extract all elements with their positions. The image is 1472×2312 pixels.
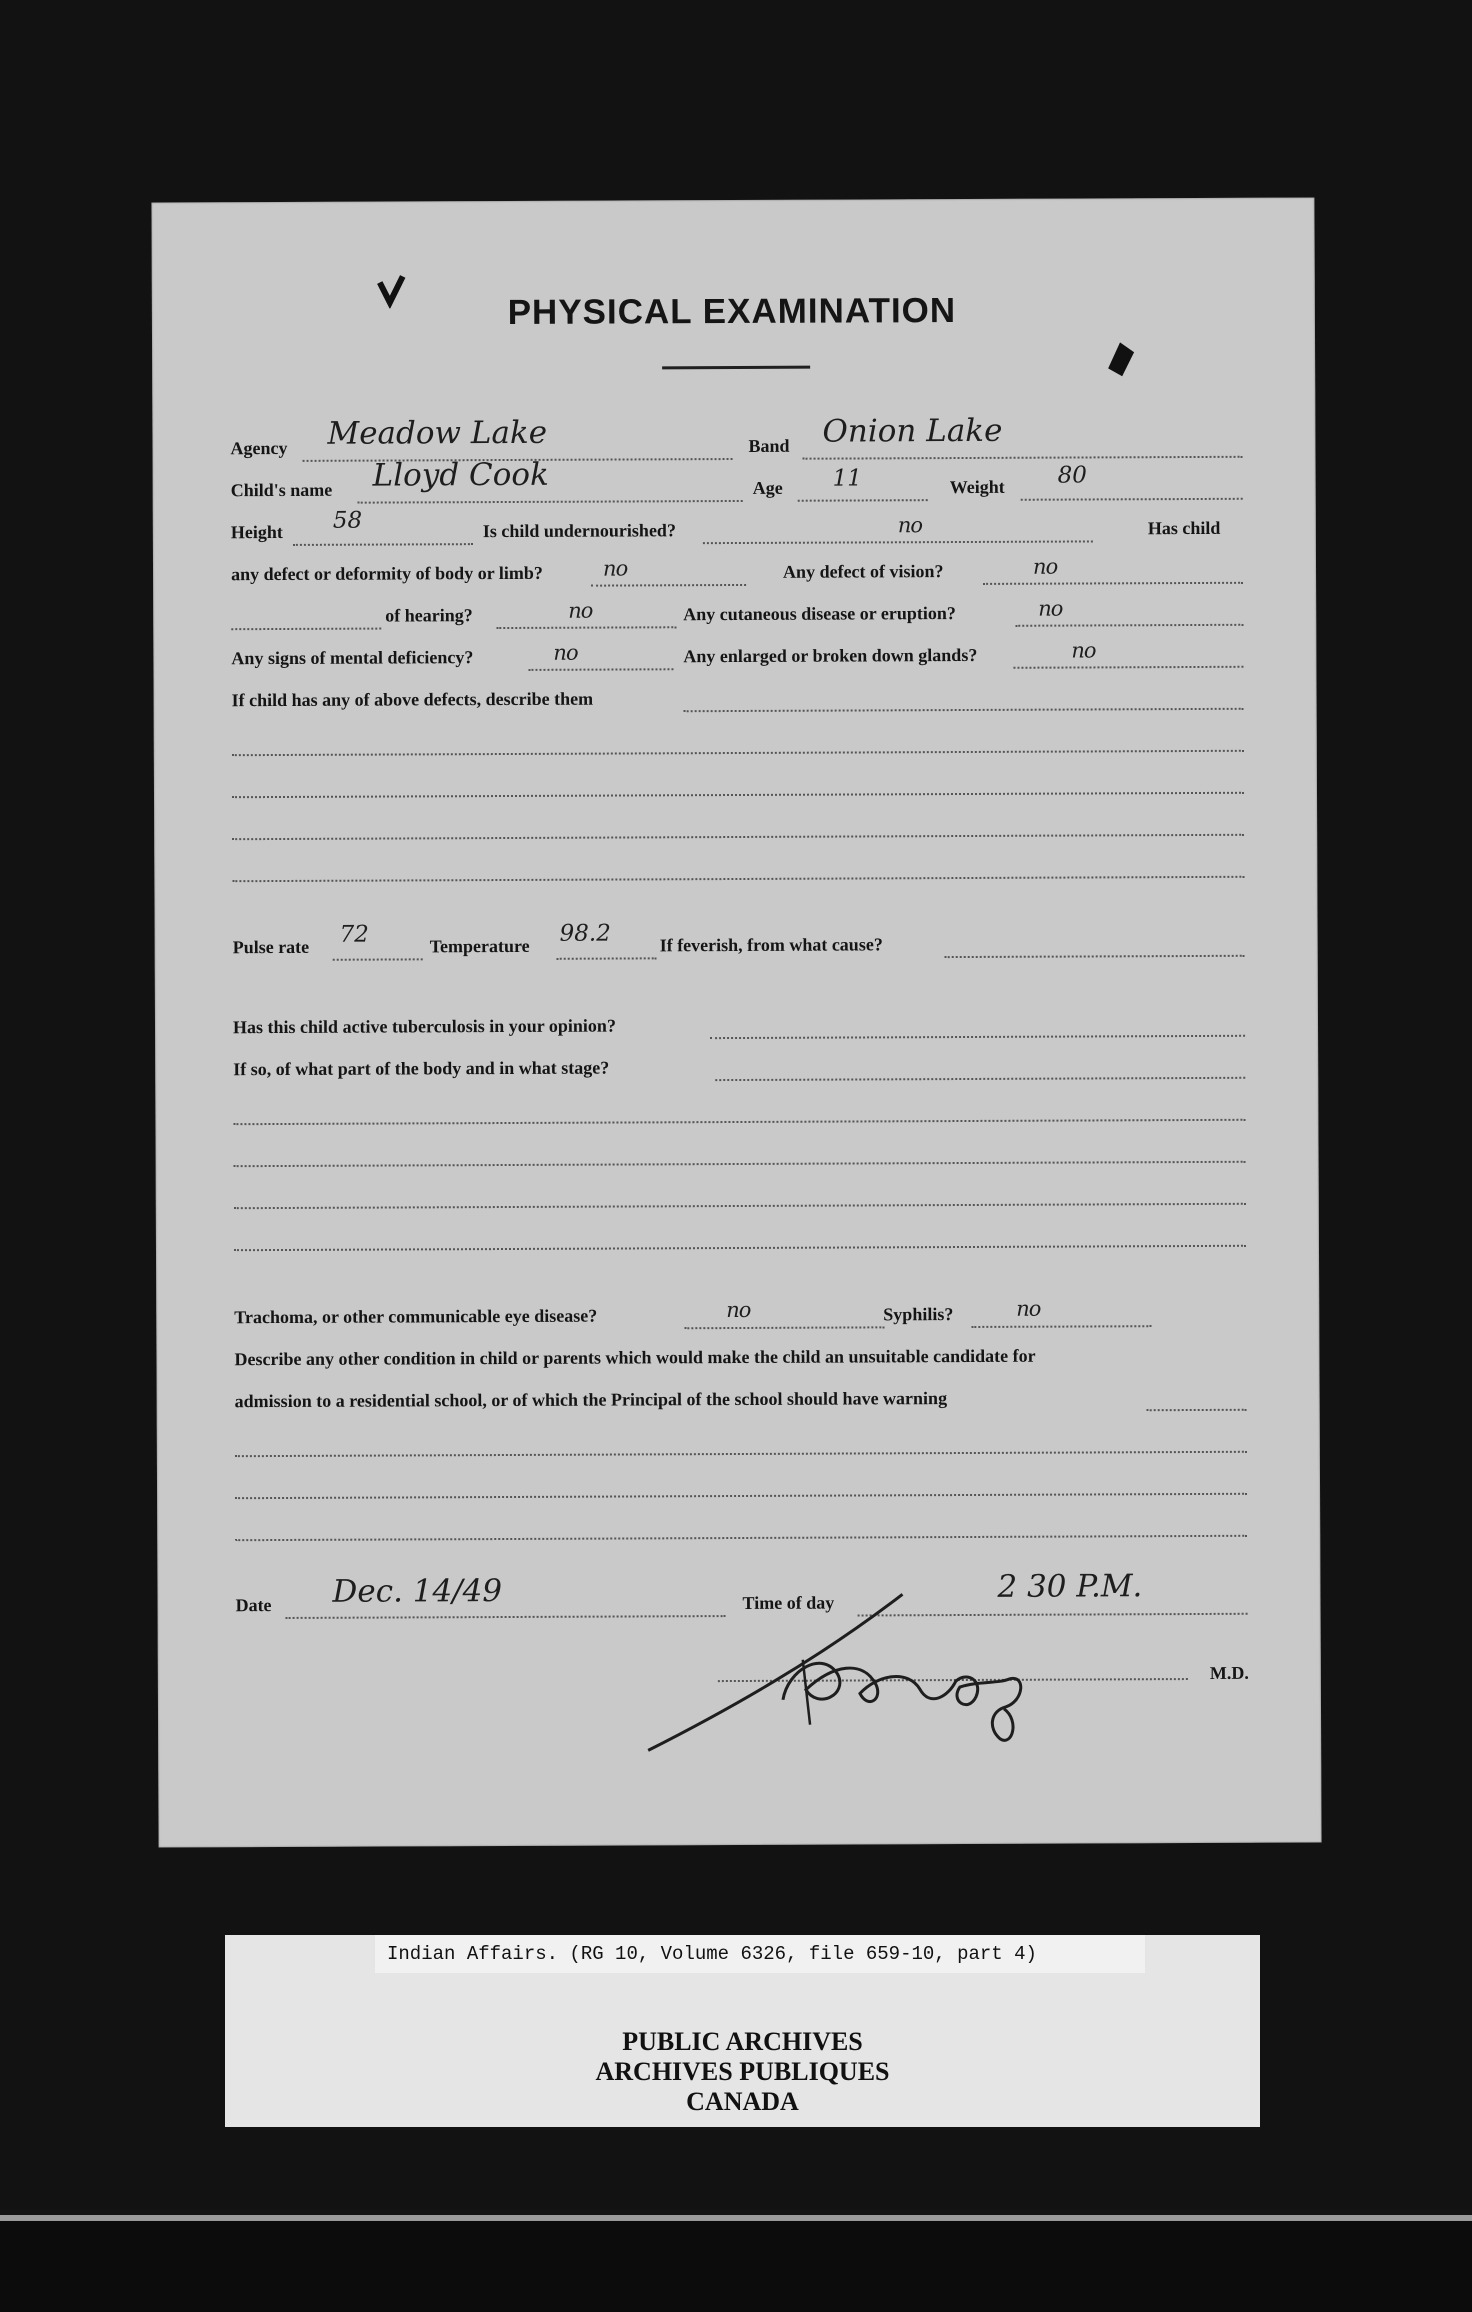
md-label: M.D. <box>1209 1662 1249 1683</box>
temperature-label: Temperature <box>429 935 530 957</box>
tb-stage-line <box>715 1077 1245 1081</box>
deformity-line <box>591 584 746 587</box>
feverish-label: If feverish, from what cause? <box>659 934 883 956</box>
agency-label: Agency <box>230 437 288 459</box>
age-value: 11 <box>832 465 862 492</box>
glands-value: no <box>1071 638 1096 663</box>
date-label: Date <box>235 1595 272 1616</box>
height-label: Height <box>230 521 283 543</box>
describe-defects-label: If child has any of above defects, describe them <box>231 688 594 711</box>
trachoma-value: no <box>726 1297 751 1323</box>
trachoma-line <box>684 1326 884 1329</box>
title-underline <box>662 366 810 370</box>
tb-stage-label: If so, of what part of the body and in what stage? <box>233 1057 610 1080</box>
time-of-day-value: 2 30 P.M. <box>997 1568 1143 1605</box>
band-label: Band <box>748 435 790 456</box>
child-name-value: Lloyd Cook <box>372 456 549 494</box>
describe-defects-line <box>684 708 1244 712</box>
age-line <box>798 499 928 502</box>
mental-line <box>528 668 673 671</box>
time-of-day-label: Time of day <box>742 1592 835 1613</box>
tb-blank-2 <box>234 1161 1246 1167</box>
syphilis-label: Syphilis? <box>883 1304 954 1325</box>
temperature-value: 98.2 <box>559 920 611 947</box>
cutaneous-value: no <box>1038 596 1063 621</box>
public-archives: PUBLIC ARCHIVES <box>622 2027 863 2056</box>
syphilis-line <box>971 1325 1151 1328</box>
mental-value: no <box>553 640 578 665</box>
child-name-label: Child's name <box>230 479 333 501</box>
hearing-line <box>496 626 676 629</box>
height-value: 58 <box>332 507 363 534</box>
date-value: Dec. 14/49 <box>332 1573 503 1610</box>
undernourished-value: no <box>897 513 923 538</box>
tuberculosis-line <box>710 1035 1245 1039</box>
describe-defects-blank-3 <box>232 834 1244 840</box>
deformity-value: no <box>602 556 628 581</box>
describe-defects-blank-4 <box>232 876 1244 882</box>
physician-signature <box>637 1588 1108 1755</box>
weight-value: 80 <box>1057 462 1087 489</box>
other-condition-blank-3 <box>235 1535 1247 1541</box>
undernourished-line <box>703 540 1093 544</box>
temperature-line <box>557 957 657 959</box>
physical-examination-form <box>151 197 1321 1847</box>
cutaneous-line <box>1015 624 1243 627</box>
age-label: Age <box>752 477 783 498</box>
pulse-value: 72 <box>339 921 369 948</box>
hearing-leading-line <box>231 628 381 631</box>
undernourished-label: Is child undernourished? <box>482 520 676 542</box>
archive-reference: Indian Affairs. (RG 10, Volume 6326, file 659-10, part 4) <box>375 1935 1145 1973</box>
ink-blot <box>1104 338 1138 378</box>
form-title: PHYSICAL EXAMINATION <box>507 291 957 332</box>
tb-blank-1 <box>233 1119 1245 1125</box>
vision-line <box>983 582 1243 585</box>
vision-value: no <box>1032 554 1058 579</box>
other-condition-line-2: admission to a residential school, or of which the Principal of the school should have warning <box>234 1388 948 1412</box>
trachoma-label: Trachoma, or other communicable eye disease? <box>234 1305 598 1328</box>
child-name-line <box>358 500 743 504</box>
describe-defects-blank-1 <box>232 750 1244 756</box>
tuberculosis-label: Has this child active tuberculosis in your opinion? <box>232 1015 616 1038</box>
other-condition-blank-2 <box>235 1493 1247 1499</box>
glands-label: Any enlarged or broken down glands? <box>683 644 978 667</box>
describe-defects-blank-2 <box>232 792 1244 798</box>
has-child-label: Has child <box>1147 517 1221 539</box>
pulse-label: Pulse rate <box>232 936 310 958</box>
other-condition-line <box>1147 1409 1247 1411</box>
pulse-line <box>333 958 423 960</box>
mental-label: Any signs of mental deficiency? <box>231 647 474 669</box>
other-condition-line-1: Describe any other condition in child or parents which would make the child an unsuitable candidate for <box>234 1345 1036 1370</box>
height-line <box>293 543 473 546</box>
archives-canada: CANADA <box>686 2087 799 2116</box>
archives-publiques: ARCHIVES PUBLIQUES <box>595 2057 890 2086</box>
tick-mark <box>377 274 407 308</box>
archive-slip <box>225 1935 1260 2127</box>
other-condition-blank-1 <box>235 1451 1247 1457</box>
deformity-label: any defect or deformity of body or limb? <box>230 562 543 585</box>
tb-blank-3 <box>234 1203 1246 1209</box>
weight-label: Weight <box>949 476 1005 498</box>
band-value: Onion Lake <box>822 412 1003 450</box>
feverish-line <box>945 955 1245 958</box>
band-line <box>803 456 1243 460</box>
hearing-value: no <box>568 598 593 623</box>
agency-value: Meadow Lake <box>327 414 548 452</box>
cutaneous-label: Any cutaneous disease or eruption? <box>683 603 956 625</box>
weight-line <box>1021 498 1243 501</box>
hearing-label: of hearing? <box>385 605 473 626</box>
tb-blank-4 <box>234 1245 1246 1251</box>
glands-line <box>1013 666 1243 669</box>
vision-label: Any defect of vision? <box>782 561 944 582</box>
syphilis-value: no <box>1016 1296 1041 1321</box>
